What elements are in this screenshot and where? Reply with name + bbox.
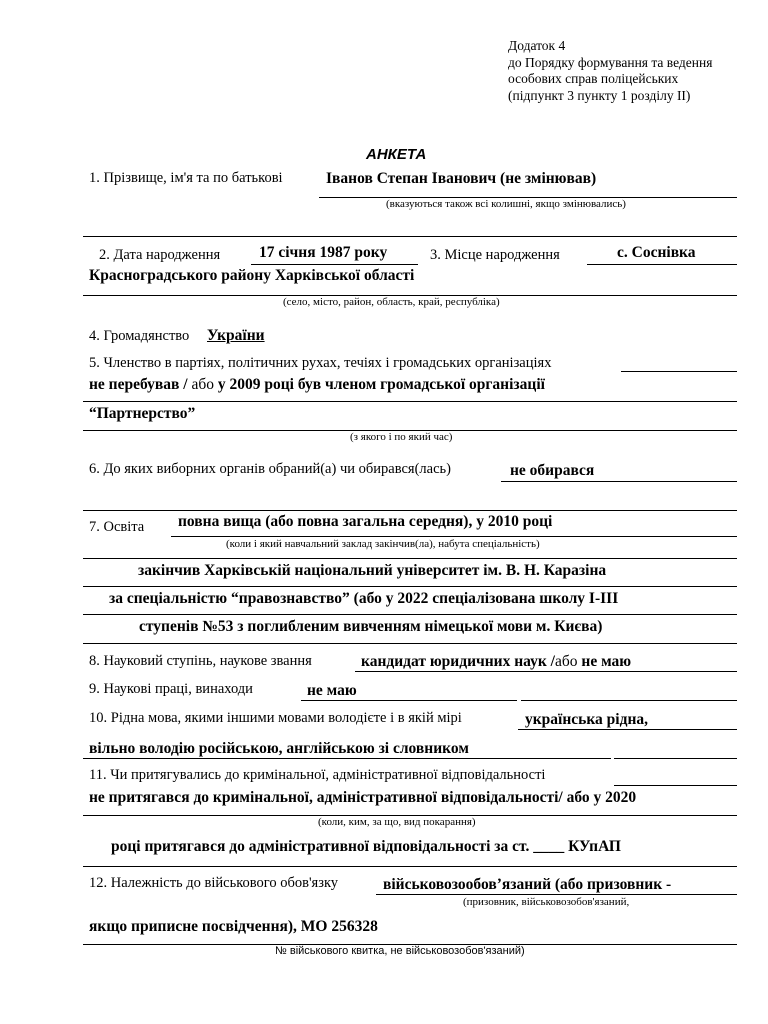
q7-label: 7. Освіта: [89, 519, 145, 535]
q3-underline: [587, 264, 737, 265]
q7-underline-5: [83, 643, 737, 644]
q6-underline-left: [83, 510, 171, 511]
q5-value[interactable]: [89, 376, 545, 394]
q1-underline-2: [83, 236, 737, 237]
q8-value[interactable]: [361, 653, 631, 671]
q11-label: 11. Чи притягувались до кримінальної, адміністративної відповідальності: [89, 767, 546, 783]
q12-value-cont[interactable]: якщо приписне посвідчення), МО 256328: [89, 918, 378, 935]
q5-value-or: або: [187, 376, 218, 393]
q1-value[interactable]: Іванов Степан Іванович (не змінював): [326, 170, 597, 187]
q4-value[interactable]: України: [207, 327, 265, 344]
q11-underline-end: [614, 785, 737, 786]
q9-underline: [301, 700, 517, 701]
q11-value[interactable]: не притягався до кримінальної, адміністративної відповідальності/ або у 2020: [89, 789, 637, 806]
q5-value-b: у 2009 році був членом громадської організації: [217, 376, 545, 393]
form-title: АНКЕТА: [366, 146, 427, 163]
q12-label: 12. Належність до військового обов'язку: [89, 875, 339, 891]
q9-label: 9. Наукові праці, винаходи: [89, 681, 253, 697]
header-line-4: (підпункт 3 пункту 1 розділу II): [508, 87, 691, 103]
q3-value[interactable]: с. Соснівка: [617, 244, 696, 261]
q8-label: 8. Науковий ступінь, наукове звання: [89, 653, 312, 669]
q12-hint-2: № військового квитка, не військовозобов'язаний): [275, 945, 525, 957]
q9-underline-end: [521, 700, 737, 701]
q7-hint: (коли і який навчальний заклад закінчив(ла), набута спеціальність): [226, 538, 540, 550]
q6-underline: [501, 481, 737, 482]
q6-value[interactable]: не обирався: [510, 462, 595, 479]
q10-underline: [518, 729, 737, 730]
q10-label: 10. Рідна мова, якими іншими мовами володієте і в якій мірі: [89, 710, 462, 726]
q10-value-cont[interactable]: вільно володію російською, англійською зі словником: [89, 740, 469, 757]
q3-value-cont[interactable]: Красноградського району Харківської області: [89, 267, 415, 284]
q5-underline: [83, 401, 737, 402]
q3-label: 3. Місце народження: [430, 247, 560, 263]
q11-hint: (коли, ким, за що, вид покарання): [318, 816, 476, 828]
q7-value[interactable]: повна вища (або повна загальна середня), у 2010 році: [178, 513, 553, 530]
q12-underline: [376, 894, 737, 895]
q11-underline-2: [83, 866, 737, 867]
q12-hint-1: (призовник, військовозобов'язаний,: [463, 896, 630, 908]
q5-value-cont[interactable]: “Партнерство”: [89, 405, 196, 422]
q6-underline-2: [171, 510, 737, 511]
q7-value-line3[interactable]: за спеціальністю “правознавство” (або у 2022 спеціалізована школу I-III: [109, 590, 619, 607]
q2-underline: [251, 264, 418, 265]
q8-value-b: не маю: [581, 653, 632, 670]
q5-value-a: не перебував /: [89, 376, 188, 393]
q11-value-cont[interactable]: році притягався до адміністративної відповідальності за ст. ____ КУпАП: [111, 838, 621, 855]
header-line-1: Додаток 4: [508, 38, 566, 53]
q7-value-line2[interactable]: закінчив Харківській національний університет ім. В. Н. Каразіна: [138, 562, 607, 579]
q7-underline-3: [83, 586, 737, 587]
header-line-3: особових справ поліцейських: [508, 71, 679, 86]
q5-label: 5. Членство в партіях, політичних рухах, течіях і громадських організаціях: [89, 355, 552, 371]
q8-value-a: кандидат юридичних наук /: [361, 653, 555, 670]
q1-hint: (вказуються також всі колишні, якщо змінювались): [386, 198, 626, 210]
q10-underline-end: [614, 758, 737, 759]
q10-underline-2: [83, 758, 611, 759]
q8-underline: [355, 671, 737, 672]
q9-value[interactable]: не маю: [307, 682, 357, 699]
q3-hint: (село, місто, район, область, край, республіка): [283, 296, 500, 308]
q2-value[interactable]: 17 січня 1987 року: [259, 244, 388, 261]
q7-underline-4: [83, 614, 737, 615]
header-line-2: до Порядку формування та ведення: [508, 54, 713, 70]
q1-label: 1. Прізвище, ім'я та по батькові: [89, 170, 283, 186]
document-header: [508, 38, 712, 104]
q6-label: 6. До яких виборних органів обраний(а) чи обирався(лась): [89, 461, 451, 477]
q5-hint: (з якого і по який час): [350, 431, 453, 443]
q7-underline: [171, 536, 737, 537]
q7-value-line4[interactable]: ступенів №53 з поглибленим вивченням німецької мови м. Києва): [139, 618, 603, 635]
q4-label: 4. Громадянство: [89, 328, 190, 344]
q2-label: 2. Дата народження: [99, 247, 221, 263]
q10-value[interactable]: українська рідна,: [525, 711, 649, 728]
q7-underline-2: [83, 558, 737, 559]
q5-underline-end: [621, 371, 737, 372]
q8-value-or: або: [554, 653, 582, 670]
q12-value[interactable]: військовозообов’язаний (або призовник -: [383, 876, 672, 893]
